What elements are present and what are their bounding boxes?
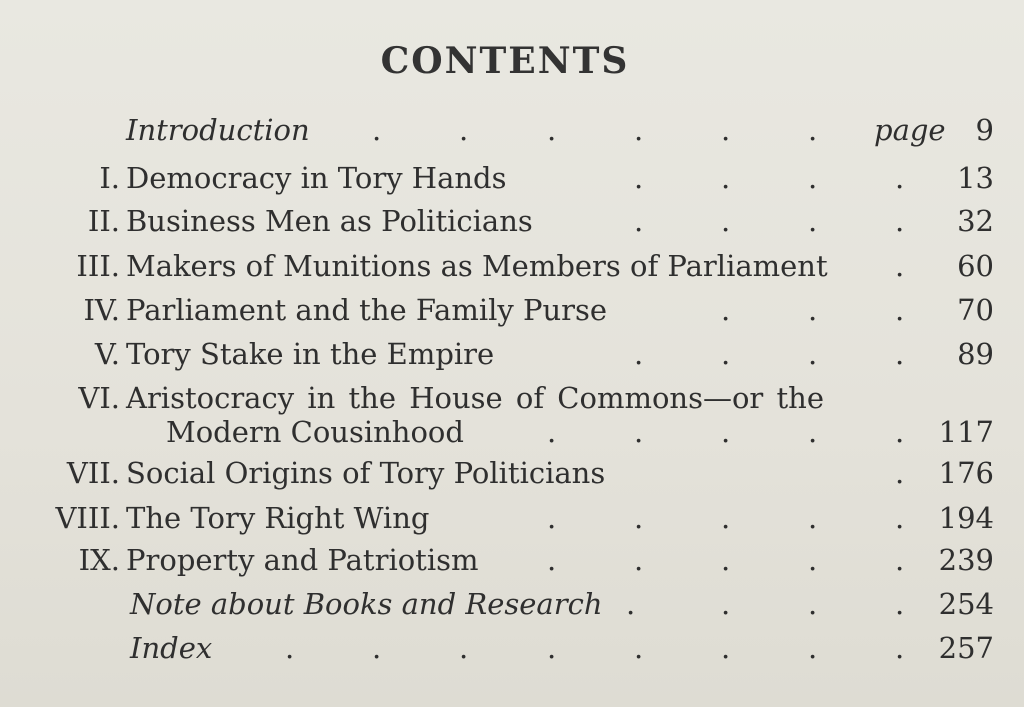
- entry-title: Note about Books and Research: [130, 587, 603, 621]
- entry-page: 257: [938, 631, 994, 665]
- leader-dot: [895, 410, 903, 454]
- leader-dot: [721, 626, 729, 670]
- chapter-number: III.: [76, 249, 120, 283]
- chapter-number: VI.: [78, 381, 120, 415]
- entry-page: 70: [957, 293, 994, 327]
- toc-entry-chapter-5: [0, 332, 1024, 376]
- entry-page: 9: [975, 113, 994, 147]
- leader-dot: [721, 582, 729, 626]
- leader-dot: [895, 451, 903, 495]
- leader-dot: [721, 410, 729, 454]
- entry-page: 176: [938, 456, 994, 490]
- leader-dot: [895, 244, 903, 288]
- leader-dot: [895, 582, 903, 626]
- leader-dot: [634, 410, 642, 454]
- entry-page: 89: [957, 337, 994, 371]
- toc-entry-chapter-2: [0, 199, 1024, 243]
- toc-entry-index: [0, 626, 1024, 670]
- leader-dot: [634, 496, 642, 540]
- page-label: page: [874, 113, 946, 147]
- leader-dot: [634, 332, 642, 376]
- leader-dot: [808, 582, 816, 626]
- leader-dot: [895, 199, 903, 243]
- leader-dot: [808, 332, 816, 376]
- chapter-number: I.: [99, 161, 120, 195]
- leader-dot: [459, 108, 467, 152]
- leader-dot: [721, 538, 729, 582]
- toc-entry-chapter-1: [0, 156, 1024, 200]
- leader-dot: [808, 156, 816, 200]
- leader-dot: [895, 156, 903, 200]
- entry-page: 239: [938, 543, 994, 577]
- toc-entry-chapter-4: [0, 288, 1024, 332]
- leader-dot: [547, 496, 555, 540]
- chapter-number: IX.: [78, 543, 120, 577]
- entry-page: 254: [938, 587, 994, 621]
- entry-title: Makers of Munitions as Members of Parliament: [126, 249, 828, 283]
- leader-dot: [372, 108, 380, 152]
- leader-dot: [895, 332, 903, 376]
- entry-title: Tory Stake in the Empire: [126, 337, 495, 371]
- leader-dot: [547, 108, 555, 152]
- entry-page: 194: [938, 501, 994, 535]
- leader-dot: [808, 288, 816, 332]
- leader-dot: [721, 332, 729, 376]
- leader-dot: [895, 288, 903, 332]
- toc-entry-chapter-7: [0, 451, 1024, 495]
- leader-dot: [372, 626, 380, 670]
- toc-entry-chapter-9: [0, 538, 1024, 582]
- leader-dot: [626, 582, 634, 626]
- toc-entry-note: [0, 582, 1024, 626]
- leader-dot: [285, 626, 293, 670]
- leader-dot: [808, 626, 816, 670]
- leader-dot: [808, 538, 816, 582]
- leader-dot: [895, 538, 903, 582]
- toc-entry-chapter-8: [0, 496, 1024, 540]
- leader-dot: [895, 626, 903, 670]
- leader-dot: [808, 199, 816, 243]
- leader-dot: [808, 410, 816, 454]
- leader-dot: [721, 108, 729, 152]
- leader-dot: [721, 156, 729, 200]
- chapter-number: IV.: [83, 293, 120, 327]
- toc-entry-chapter-6: [0, 376, 1024, 456]
- chapter-number: V.: [94, 337, 120, 371]
- entry-title: Aristocracy in the House of Commons—or the: [126, 381, 824, 415]
- entry-title: Introduction: [126, 113, 310, 147]
- leader-dot: [634, 626, 642, 670]
- entry-title: Business Men as Politicians: [126, 204, 533, 238]
- entry-title: Index: [130, 631, 213, 665]
- contents-heading: CONTENTS: [380, 40, 630, 82]
- leader-dot: [547, 410, 555, 454]
- entry-title: Democracy in Tory Hands: [126, 161, 507, 195]
- entry-page: 32: [957, 204, 994, 238]
- leader-dot: [808, 108, 816, 152]
- chapter-number: VII.: [66, 456, 120, 490]
- leader-dot: [808, 496, 816, 540]
- leader-dot: [547, 626, 555, 670]
- entry-title: Property and Patriotism: [126, 543, 479, 577]
- entry-title: The Tory Right Wing: [126, 501, 430, 535]
- leader-dot: [895, 496, 903, 540]
- leader-dot: [547, 538, 555, 582]
- entry-page: 117: [938, 415, 994, 449]
- chapter-number: II.: [87, 204, 120, 238]
- entry-title-continued: Modern Cousinhood: [166, 415, 464, 449]
- leader-dot: [721, 288, 729, 332]
- toc-entry-introduction: [0, 108, 1024, 152]
- leader-dot: [634, 156, 642, 200]
- entry-page: 13: [957, 161, 994, 195]
- entry-title: Parliament and the Family Purse: [126, 293, 608, 327]
- leader-dot: [459, 626, 467, 670]
- leader-dot: [721, 199, 729, 243]
- toc-entry-chapter-3: [0, 244, 1024, 288]
- leader-dot: [634, 199, 642, 243]
- entry-page: 60: [957, 249, 994, 283]
- leader-dot: [634, 108, 642, 152]
- leader-dot: [634, 538, 642, 582]
- entry-title: Social Origins of Tory Politicians: [126, 456, 606, 490]
- chapter-number: VIII.: [55, 501, 120, 535]
- leader-dot: [721, 496, 729, 540]
